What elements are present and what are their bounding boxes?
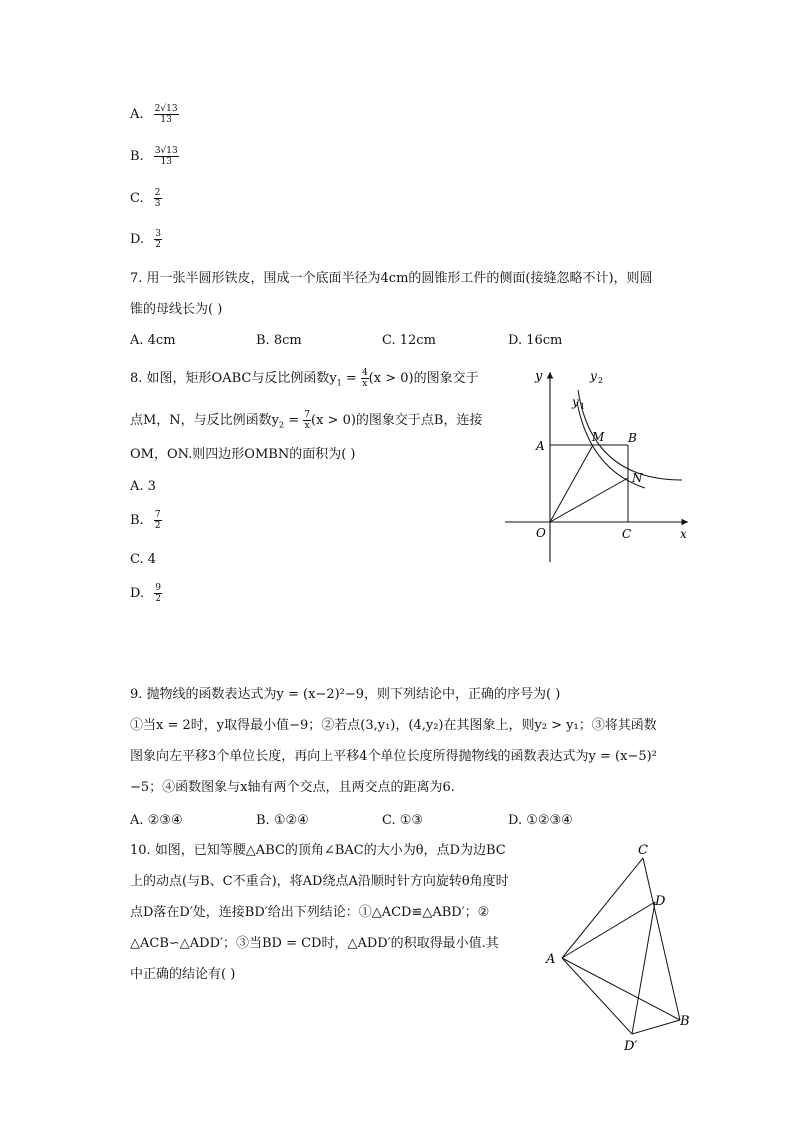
label-dprime: D′	[624, 1039, 638, 1054]
option-letter: C.	[130, 191, 144, 206]
q9-option-a: A. ②③④	[130, 813, 183, 828]
q7-stem-line1: 7. 用一张半圆形铁皮，围成一个底面半径为4cm的圆锥形工件的侧面(接缝忽略不计)，则圆	[130, 271, 653, 286]
segment-adp	[562, 958, 632, 1034]
fraction: $\frac{9}{2}$	[155, 583, 161, 604]
q7-option-d: D. 16cm	[508, 333, 563, 348]
option-letter: A.	[130, 107, 144, 122]
label-y2-sub: 2	[598, 376, 604, 385]
q7-option-c: C. 12cm	[382, 333, 436, 348]
fraction: $\frac{2}{3}$	[154, 188, 161, 209]
label-c: C	[638, 843, 648, 858]
segment-ac	[562, 858, 643, 958]
fraction: $\frac{3}{2}$	[155, 229, 161, 250]
label-o: O	[536, 526, 546, 540]
segment-om	[550, 445, 593, 522]
label-c: C	[622, 527, 632, 541]
label-y1-sub: 1	[580, 402, 586, 411]
segment-ab	[562, 958, 680, 1020]
q9-stem-line1: 9. 抛物线的函数表达式为y = (x−2)²−9，则下列结论中，正确的序号为( )	[130, 687, 561, 702]
q8-stem-line1: 8. 如图，矩形OABC与反比例函数$y_1$ = $\frac{4}{x}$ (x > 0)的图象交于	[130, 368, 479, 389]
label-d: D	[655, 894, 666, 909]
fraction: $\frac{4}{x}$	[361, 368, 368, 389]
q8-option-d: D. $\frac{9}{2}$	[130, 583, 161, 604]
label-y2: y	[590, 369, 597, 383]
q8-option-a: A. 3	[130, 479, 156, 494]
segment-on	[550, 478, 628, 522]
fraction: $\frac{2√13}{13}$	[154, 104, 178, 125]
q8-figure	[500, 360, 700, 570]
label-x: x	[680, 527, 687, 541]
q8-option-c: C. 4	[130, 552, 157, 567]
q10-stem-line5: 中正确的结论有( )	[130, 967, 236, 982]
q7-option-b: B. 8cm	[256, 333, 302, 348]
label-m: M	[592, 430, 605, 444]
label-y1: y	[572, 395, 579, 409]
segment-bdp	[632, 1020, 680, 1034]
q9-option-b: B. ①②④	[256, 813, 309, 828]
label-y: y	[535, 369, 543, 384]
q9-stem-line3: 图象向左平移3个单位长度，再向上平移4个单位长度所得抛物线的函数表达式为y = (x−5)²	[130, 749, 657, 764]
q7-stem-line2: 锥的母线长为( )	[130, 302, 223, 317]
q10-stem-line1: 10. 如图，已知等腰△ABC的顶角∠BAC的大小为θ，点D为边BC	[130, 843, 506, 858]
q6-option-b	[130, 146, 179, 167]
q9-stem-line2: ①当x = 2时，y取得最小值−9；②若点(3,y₁)，(4,y₂)在其图象上，则y₂ > y₁；③将其函数	[130, 718, 657, 733]
q8-stem-line3: OM，ON.则四边形OMBN的面积为( )	[130, 447, 356, 462]
q7-option-a: A. 4cm	[130, 333, 176, 348]
q10-stem-line3: 点D落在D′处，连接BD′给出下列结论：①△ACD≌△ABD′；②	[130, 905, 490, 920]
segment-ad	[562, 902, 655, 958]
fraction: $\frac{7}{x}$	[304, 410, 311, 431]
q10-stem-line2: 上的动点(与B、C不重合)，将AD绕点A沿顺时针方向旋转θ角度时	[130, 874, 509, 889]
option-letter: D.	[130, 232, 145, 247]
fraction: $\frac{3√13}{13}$	[154, 146, 178, 167]
q10-figure	[540, 840, 700, 1055]
q9-option-c: C. ①③	[382, 813, 424, 828]
label-b: B	[628, 431, 637, 445]
label-n: N	[632, 471, 643, 485]
q10-stem-line4: △ACB∽△ADD′；③当BD = CD时，△ADD′的积取得最小值.其	[130, 936, 499, 951]
option-letter: B.	[130, 149, 144, 164]
q8-option-b: B. $\frac{7}{2}$	[130, 510, 161, 531]
q9-stem-line4: −5；④函数图象与x轴有两个交点，且两交点的距离为6.	[130, 780, 455, 795]
q6-option-d	[130, 229, 162, 250]
q8-stem-line2: 点M，N，与反比例函数$y_2$ = $\frac{7}{x}$ (x > 0)的图象交于点B，连接	[130, 410, 483, 431]
q6-option-a	[130, 104, 179, 125]
segment-ddp	[632, 902, 655, 1034]
label-a: A	[536, 439, 545, 453]
q6-option-c	[130, 188, 162, 209]
fraction: $\frac{7}{2}$	[154, 510, 161, 531]
label-b: B	[680, 1014, 690, 1029]
label-a: A	[546, 952, 556, 967]
q9-option-d: D. ①②③④	[508, 813, 573, 828]
